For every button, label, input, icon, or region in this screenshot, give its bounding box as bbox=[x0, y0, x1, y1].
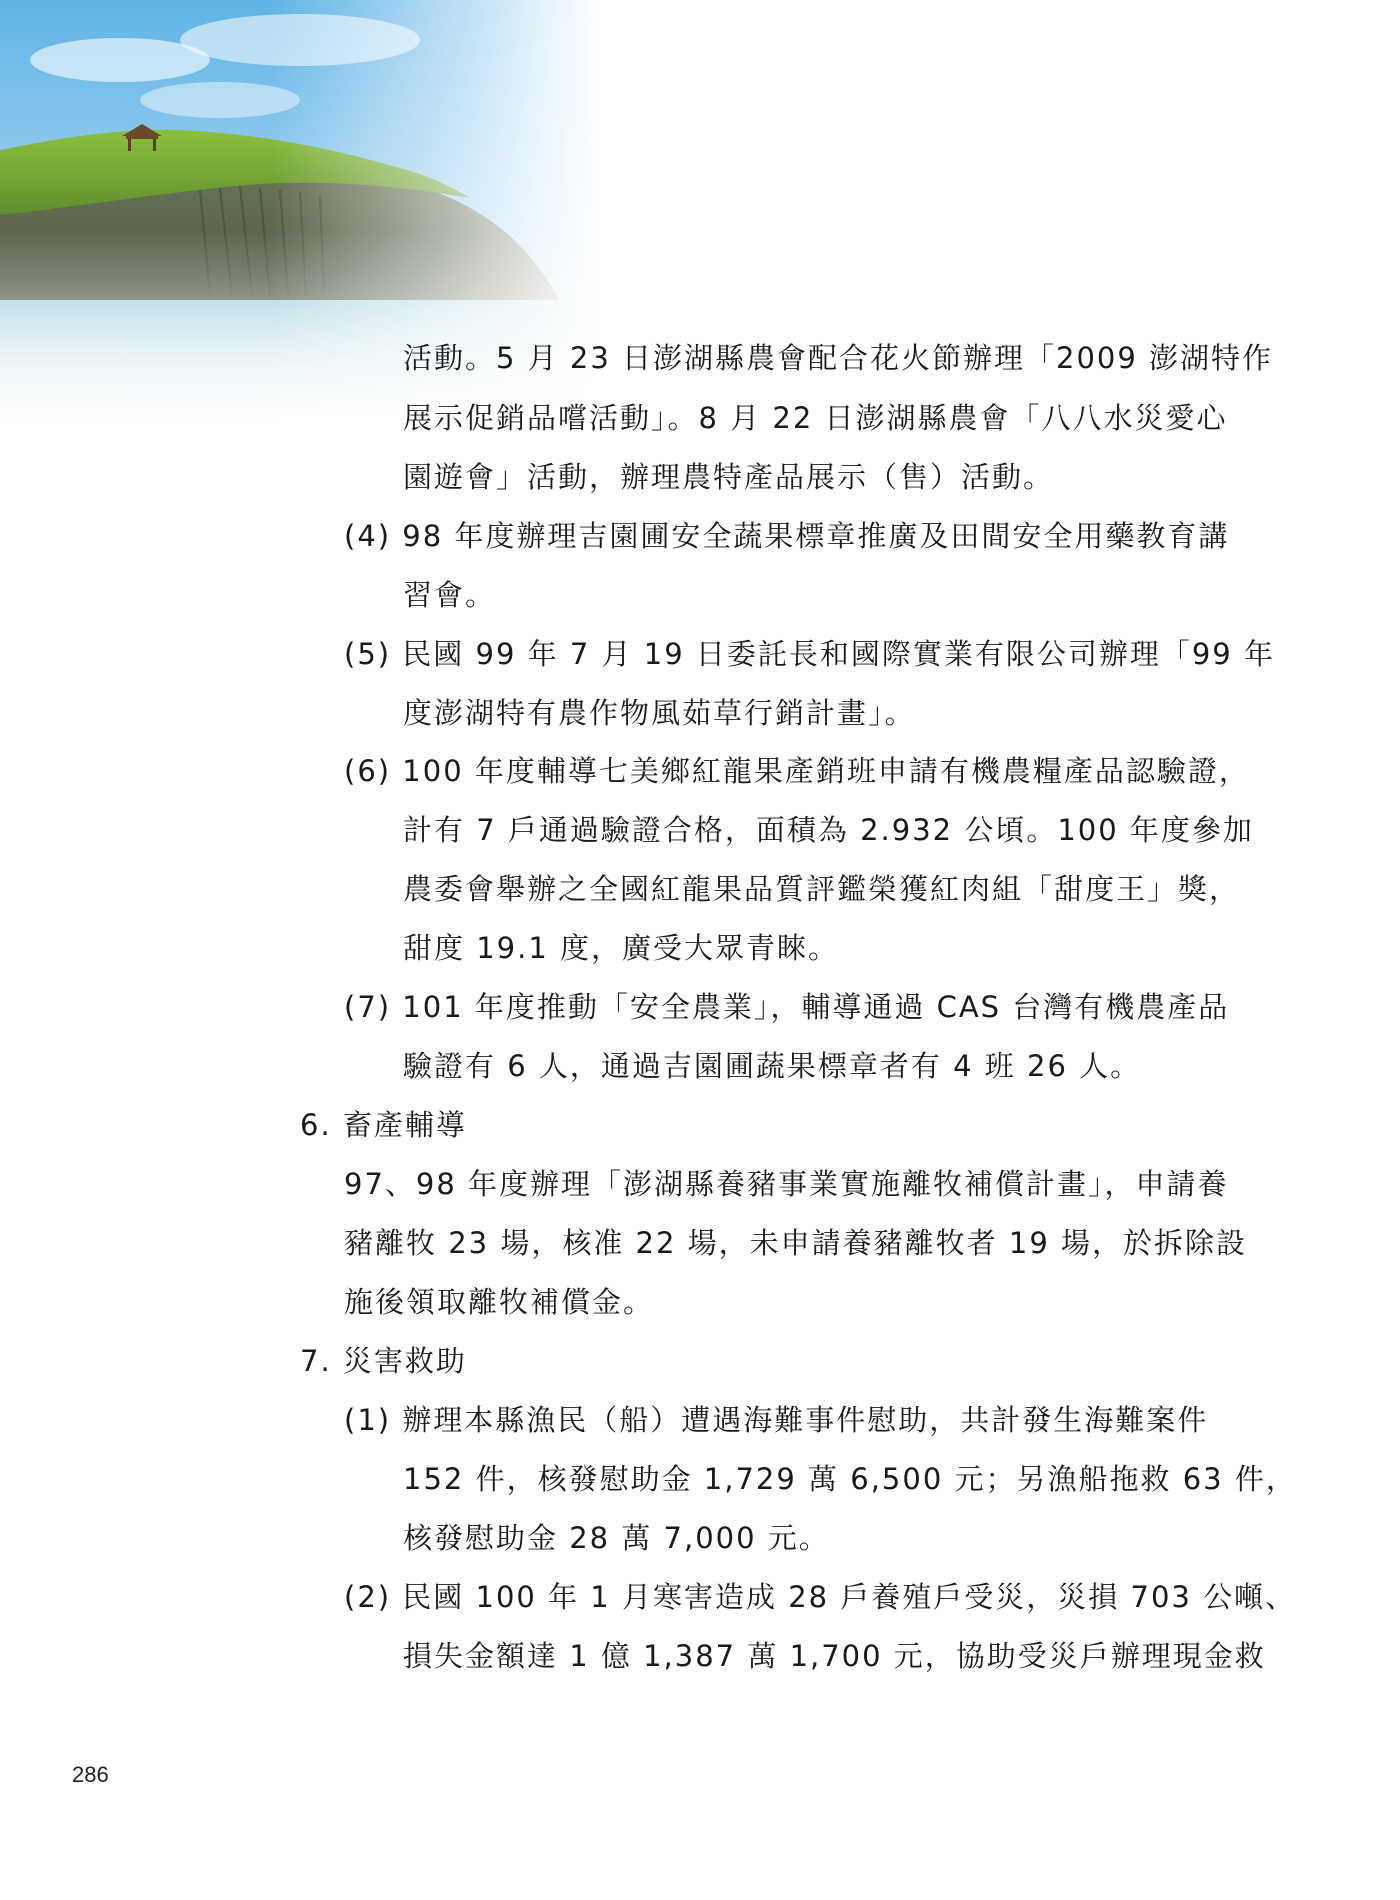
section-heading-6: 6. 畜產輔導 bbox=[300, 1108, 467, 1142]
list-item-4: (4) 98 年度辦理吉園圃安全蔬果標章推廣及田間安全用藥教育講 bbox=[344, 519, 1230, 553]
list-item-6: (6) 100 年度輔導七美鄉紅龍果產銷班申請有機農糧產品認驗證， bbox=[344, 754, 1250, 788]
body-text-line: 驗證有 6 人，通過吉園圃蔬果標章者有 4 班 26 人。 bbox=[403, 1049, 1142, 1083]
body-text-line: 核發慰助金 28 萬 7,000 元。 bbox=[403, 1521, 830, 1555]
list-item-5: (5) 民國 99 年 7 月 19 日委託長和國際實業有限公司辦理「99 年 bbox=[344, 637, 1275, 671]
body-text-line: 度澎湖特有農作物風茹草行銷計畫」。 bbox=[403, 696, 916, 730]
body-text-line: 園遊會」活動，辦理農特產品展示（售）活動。 bbox=[403, 460, 1055, 494]
body-text-line: 152 件，核發慰助金 1,729 萬 6,500 元；另漁船拖救 63 件， bbox=[403, 1462, 1297, 1496]
list-item-2: (2) 民國 100 年 1 月寒害造成 28 戶養殖戶受災，災損 703 公噸、 bbox=[344, 1580, 1297, 1614]
page-number: 286 bbox=[72, 1762, 109, 1787]
list-item-1: (1) 辦理本縣漁民（船）遭遇海難事件慰助，共計發生海難案件 bbox=[344, 1403, 1209, 1437]
body-text-line: 習會。 bbox=[403, 578, 497, 612]
body-text-line: 展示促銷品嚐活動」。8 月 22 日澎湖縣農會「八八水災愛心 bbox=[403, 401, 1228, 435]
body-text-line: 農委會舉辦之全國紅龍果品質評鑑榮獲紅肉組「甜度王」獎， bbox=[403, 872, 1241, 906]
body-text-line: 損失金額達 1 億 1,387 萬 1,700 元，協助受災戶辦理現金救 bbox=[403, 1639, 1266, 1673]
body-text-line: 甜度 19.1 度，廣受大眾青睞。 bbox=[403, 931, 840, 965]
body-text-line: 97、98 年度辦理「澎湖縣養豬事業實施離牧補償計畫」，申請養 bbox=[344, 1167, 1229, 1201]
section-heading-7: 7. 災害救助 bbox=[300, 1344, 467, 1378]
body-text-line: 豬離牧 23 場，核准 22 場，未申請養豬離牧者 19 場，於拆除設 bbox=[344, 1226, 1248, 1260]
body-text-line: 計有 7 戶通過驗證合格，面積為 2.932 公頃。100 年度參加 bbox=[403, 813, 1254, 847]
list-item-7: (7) 101 年度推動「安全農業」，輔導通過 CAS 台灣有機農產品 bbox=[344, 990, 1230, 1024]
body-text-line: 施後領取離牧補償金。 bbox=[344, 1285, 655, 1319]
body-text-line: 活動。5 月 23 日澎湖縣農會配合花火節辦理「2009 澎湖特作 bbox=[403, 341, 1274, 375]
